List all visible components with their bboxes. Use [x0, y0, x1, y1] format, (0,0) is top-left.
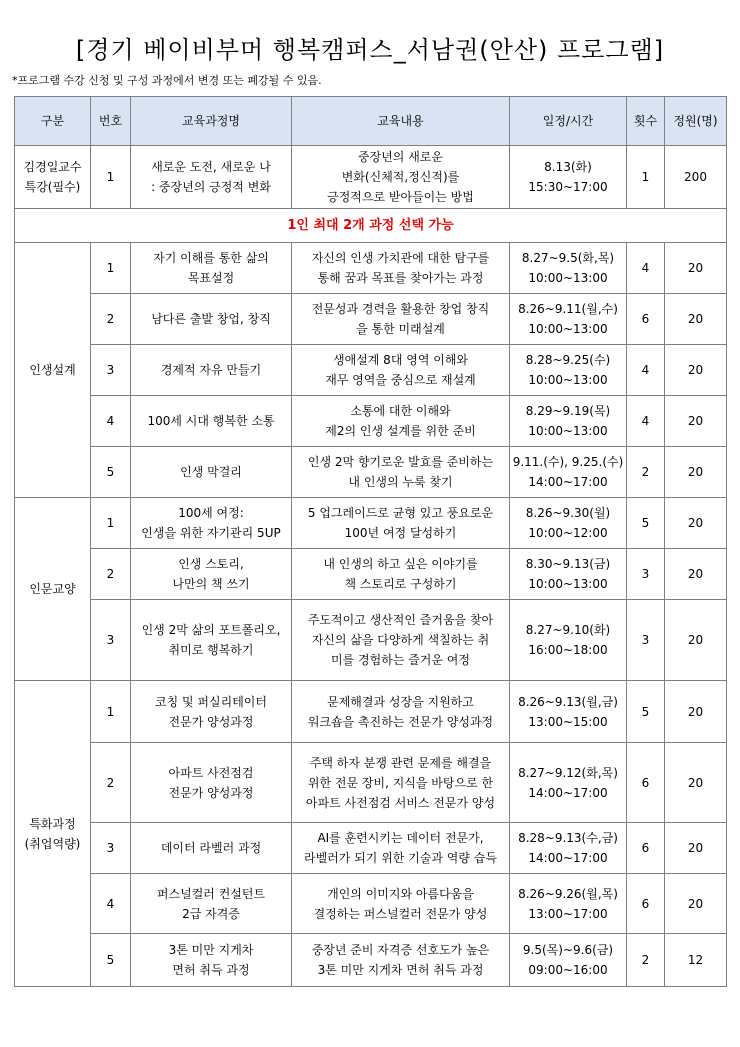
number-cell-text: 2 — [106, 775, 115, 790]
category-cell — [15, 146, 91, 209]
capacity-cell — [665, 681, 727, 743]
schedule-cell-text: 8.30~9.13(금) — [525, 557, 611, 571]
schedule-cell-text: 8.27~9.5(화,목) — [521, 251, 615, 265]
content-cell-text: 중장년의 새로운 — [358, 150, 443, 164]
capacity-cell — [665, 600, 727, 681]
course-name-cell-text: 취미로 행복하기 — [168, 643, 254, 657]
capacity-cell-text: 20 — [687, 896, 704, 911]
course-name-cell-text: 데이터 라벨러 과정 — [160, 841, 262, 855]
content-cell — [292, 823, 510, 874]
content-cell-text: 개인의 이미지와 아름다움을 — [327, 886, 474, 901]
table-row — [15, 600, 727, 681]
count-cell — [627, 447, 665, 498]
schedule-cell-text: 15:30~17:00 — [528, 180, 608, 194]
content-cell — [292, 549, 510, 600]
schedule-cell-text: 10:00~13:00 — [528, 271, 608, 285]
content-cell — [292, 934, 510, 987]
category-cell — [15, 681, 91, 987]
capacity-cell — [665, 934, 727, 987]
schedule-cell — [510, 243, 627, 294]
content-cell-text: 라벨러가 되기 위한 기술과 역량 습득 — [304, 851, 497, 865]
header-category: 구분 — [15, 97, 91, 146]
table-row — [15, 447, 727, 498]
number-cell — [91, 549, 131, 600]
category-cell-text: (취업역량) — [24, 836, 81, 851]
category-cell-text: 인문교양 — [29, 582, 76, 596]
course-name-cell — [131, 874, 292, 934]
content-cell — [292, 600, 510, 681]
count-cell — [627, 146, 665, 209]
capacity-cell — [665, 294, 727, 345]
course-name-cell — [131, 498, 292, 549]
count-cell — [627, 498, 665, 549]
schedule-cell — [510, 345, 627, 396]
schedule-cell-text: 10:00~13:00 — [528, 577, 608, 591]
number-cell-text: 1 — [106, 704, 115, 719]
schedule-cell-text: 16:00~18:00 — [528, 643, 608, 657]
content-cell-text: 주택 하자 분쟁 관련 문제를 해결을 — [309, 755, 492, 770]
category-cell-text: 특강(필수) — [24, 180, 81, 194]
count-cell-text: 5 — [641, 516, 650, 530]
course-name-cell — [131, 743, 292, 823]
table-row — [15, 243, 727, 294]
number-cell — [91, 743, 131, 823]
header-content: 교육내용 — [292, 97, 510, 146]
count-cell-text: 1 — [641, 170, 650, 184]
number-cell-text: 1 — [106, 516, 115, 530]
count-cell — [627, 681, 665, 743]
category-cell-text: 특화과정 — [29, 816, 76, 831]
schedule-cell — [510, 294, 627, 345]
count-cell-text: 6 — [641, 841, 650, 855]
schedule-cell-text: 8.29~9.19(목) — [525, 404, 611, 418]
capacity-cell — [665, 743, 727, 823]
capacity-cell — [665, 874, 727, 934]
content-cell-text: 내 인생의 하고 싶은 이야기를 — [323, 557, 478, 571]
number-cell-text: 3 — [106, 633, 115, 647]
count-cell-text: 6 — [641, 312, 650, 326]
count-cell-text: 4 — [641, 414, 650, 428]
schedule-cell-text: 10:00~12:00 — [528, 526, 608, 540]
content-cell-text: 재무 영역을 중심으로 재설계 — [325, 373, 476, 387]
schedule-cell-text: 09:00~16:00 — [528, 963, 608, 977]
table-row — [15, 146, 727, 209]
capacity-cell-text: 20 — [687, 567, 704, 581]
table-row — [15, 874, 727, 934]
count-cell-text: 6 — [641, 775, 650, 790]
course-name-cell-text: 경제적 자유 만들기 — [160, 363, 262, 377]
content-cell — [292, 498, 510, 549]
schedule-cell-text: 14:00~17:00 — [528, 851, 608, 865]
category-cell-text: 인생설계 — [29, 363, 76, 377]
capacity-cell-text: 20 — [687, 261, 704, 275]
content-cell-text: 제2의 인생 설계를 위한 준비 — [325, 424, 476, 438]
content-cell — [292, 146, 510, 209]
course-name-cell — [131, 823, 292, 874]
count-cell-text: 6 — [641, 896, 650, 911]
content-cell-text: 결정하는 퍼스널컬러 전문가 양성 — [313, 906, 488, 921]
content-cell-text: 전문성과 경력을 활용한 창업 창직 — [311, 302, 490, 316]
course-name-cell — [131, 294, 292, 345]
schedule-cell — [510, 874, 627, 934]
capacity-cell — [665, 447, 727, 498]
number-cell-text: 2 — [106, 312, 115, 326]
course-name-cell-text: 2급 자격증 — [182, 906, 240, 921]
content-cell — [292, 345, 510, 396]
header-schedule: 일정/시간 — [510, 97, 627, 146]
schedule-cell-text: 10:00~13:00 — [528, 322, 608, 336]
course-name-cell-text: 퍼스널컬러 컨설턴트 — [156, 886, 266, 901]
header-capacity: 정원(명) — [665, 97, 727, 146]
capacity-cell-text: 20 — [687, 841, 704, 855]
program-table — [14, 96, 727, 987]
content-cell-text: 문제해결과 성장을 지원하고 — [327, 694, 474, 709]
content-cell-text: 위한 전문 장비, 지식을 바탕으로 한 — [307, 775, 494, 790]
course-name-cell — [131, 600, 292, 681]
course-name-cell-text: 자기 이해를 통한 삶의 — [153, 251, 269, 265]
schedule-cell-text: 8.26~9.30(월) — [525, 506, 611, 520]
content-cell-text: 미를 경험하는 즐거운 여정 — [331, 653, 470, 667]
content-cell-text: 주도적이고 생산적인 즐거움을 찾아 — [307, 613, 494, 627]
course-name-cell-text: 3톤 미만 지게차 — [168, 943, 254, 957]
course-name-cell — [131, 345, 292, 396]
number-cell-text: 1 — [106, 170, 115, 184]
count-cell-text: 3 — [641, 567, 650, 581]
content-cell-text: 자신의 삶을 다양하게 색칠하는 취 — [311, 633, 490, 647]
table-row — [15, 934, 727, 987]
schedule-cell-text: 8.28~9.13(수,금) — [518, 831, 618, 845]
count-cell-text: 2 — [641, 953, 650, 967]
capacity-cell — [665, 396, 727, 447]
number-cell — [91, 396, 131, 447]
count-cell — [627, 345, 665, 396]
number-cell — [91, 874, 131, 934]
schedule-cell-text: 13:00~17:00 — [528, 906, 608, 921]
count-cell-text: 5 — [641, 704, 650, 719]
content-cell-text: 5 업그레이드로 균형 있고 풍요로운 — [307, 506, 494, 520]
selection-limit-notice: 1인 최대 2개 과정 선택 가능 — [15, 209, 727, 243]
course-name-cell-text: 목표설정 — [187, 271, 235, 285]
number-cell-text: 1 — [106, 261, 115, 275]
capacity-cell-text: 12 — [687, 953, 704, 967]
capacity-cell — [665, 243, 727, 294]
number-cell-text: 2 — [106, 567, 115, 581]
number-cell — [91, 294, 131, 345]
capacity-cell — [665, 549, 727, 600]
number-cell-text: 5 — [106, 953, 115, 967]
content-cell-text: 인생 2막 향기로운 발효를 준비하는 — [307, 455, 494, 469]
number-cell — [91, 934, 131, 987]
course-name-cell-text: 인생을 위한 자기관리 5UP — [141, 526, 281, 540]
content-cell-text: 워크숍을 촉진하는 전문가 양성과정 — [307, 714, 494, 729]
course-name-cell-text: 100세 여정: — [178, 506, 244, 520]
count-cell — [627, 396, 665, 447]
course-name-cell — [131, 396, 292, 447]
table-row — [15, 345, 727, 396]
course-name-cell — [131, 681, 292, 743]
schedule-cell-text: 8.28~9.25(수) — [525, 353, 611, 367]
course-name-cell-text: 전문가 양성과정 — [168, 785, 254, 800]
header-number: 번호 — [91, 97, 131, 146]
course-name-cell-text: 인생 2막 삶의 포트폴리오, — [141, 623, 281, 637]
header-count: 횟수 — [627, 97, 665, 146]
content-cell — [292, 243, 510, 294]
content-cell-text: 변화(신체적,정신적)를 — [341, 170, 460, 184]
count-cell — [627, 874, 665, 934]
capacity-cell — [665, 146, 727, 209]
count-cell — [627, 294, 665, 345]
content-cell-text: 아파트 사전점검 서비스 전문가 양성 — [305, 795, 496, 810]
course-name-cell-text: 인생 스토리, — [178, 557, 244, 571]
capacity-cell-text: 20 — [687, 516, 704, 530]
capacity-cell-text: 20 — [687, 414, 704, 428]
number-cell-text: 3 — [106, 363, 115, 377]
content-cell-text: 을 통한 미래설계 — [356, 322, 445, 336]
schedule-cell — [510, 549, 627, 600]
category-cell-text: 김경일교수 — [23, 160, 82, 174]
content-cell-text: 책 스토리로 구성하기 — [344, 577, 457, 591]
number-cell-text: 5 — [106, 465, 115, 479]
number-cell — [91, 681, 131, 743]
course-name-cell — [131, 243, 292, 294]
course-name-cell-text: 전문가 양성과정 — [168, 714, 254, 729]
number-cell — [91, 243, 131, 294]
content-cell-text: 긍정적으로 받아들이는 방법 — [327, 190, 474, 204]
schedule-cell — [510, 498, 627, 549]
table-row — [15, 498, 727, 549]
course-name-cell-text: 면허 취득 과정 — [172, 963, 250, 977]
count-cell-text: 3 — [641, 633, 650, 647]
schedule-cell-text: 8.27~9.12(화,목) — [518, 765, 618, 780]
course-name-cell-text: 나만의 책 쓰기 — [172, 577, 250, 591]
notice-row — [15, 209, 727, 243]
schedule-cell-text: 10:00~13:00 — [528, 373, 608, 387]
table-row — [15, 681, 727, 743]
course-name-cell-text: 100세 시대 행복한 소통 — [147, 414, 275, 428]
content-cell — [292, 743, 510, 823]
content-cell-text: AI를 훈련시키는 데이터 전문가, — [317, 831, 484, 845]
number-cell-text: 4 — [106, 414, 115, 428]
count-cell — [627, 823, 665, 874]
schedule-cell — [510, 447, 627, 498]
course-name-cell — [131, 447, 292, 498]
count-cell-text: 2 — [641, 465, 650, 479]
content-cell-text: 자신의 인생 가치관에 대한 탐구를 — [311, 251, 490, 265]
course-name-cell — [131, 146, 292, 209]
schedule-cell — [510, 146, 627, 209]
content-cell — [292, 681, 510, 743]
change-notice: *프로그램 수강 신청 및 구성 과정에서 변경 또는 폐강될 수 있음. — [12, 74, 322, 87]
table-row — [15, 823, 727, 874]
content-cell-text: 생애설계 8대 영역 이해와 — [333, 353, 468, 367]
count-cell — [627, 549, 665, 600]
schedule-cell-text: 8.27~9.10(화) — [525, 623, 611, 637]
number-cell — [91, 447, 131, 498]
schedule-cell — [510, 396, 627, 447]
content-cell-text: 100년 여정 달성하기 — [344, 526, 457, 540]
schedule-cell — [510, 743, 627, 823]
schedule-cell-text: 13:00~15:00 — [528, 714, 608, 729]
count-cell-text: 4 — [641, 363, 650, 377]
content-cell — [292, 396, 510, 447]
course-name-cell — [131, 934, 292, 987]
table-row — [15, 743, 727, 823]
course-name-cell-text: 아파트 사전점검 — [168, 765, 254, 780]
number-cell — [91, 823, 131, 874]
course-name-cell-text: 남다른 출발 창업, 창직 — [151, 312, 271, 326]
table-header-row — [15, 97, 727, 146]
schedule-cell — [510, 823, 627, 874]
table-row — [15, 396, 727, 447]
schedule-cell-text: 8.26~9.11(월,수) — [518, 302, 618, 316]
capacity-cell — [665, 498, 727, 549]
number-cell-text: 3 — [106, 841, 115, 855]
schedule-cell-text: 14:00~17:00 — [528, 785, 608, 800]
course-name-cell-text: 코칭 및 퍼실리테이터 — [155, 694, 267, 709]
schedule-cell-text: 10:00~13:00 — [528, 424, 608, 438]
schedule-cell-text: 14:00~17:00 — [528, 475, 608, 489]
table-row — [15, 294, 727, 345]
schedule-cell-text: 9.5(목)~9.6(금) — [522, 943, 614, 957]
category-cell — [15, 498, 91, 681]
content-cell — [292, 294, 510, 345]
course-name-cell-text: : 중장년의 긍정적 변화 — [151, 180, 271, 194]
count-cell — [627, 743, 665, 823]
category-cell — [15, 243, 91, 498]
capacity-cell — [665, 823, 727, 874]
schedule-cell-text: 8.13(화) — [544, 160, 592, 174]
number-cell — [91, 600, 131, 681]
course-name-cell-text: 새로운 도전, 새로운 나 — [151, 160, 271, 174]
number-cell — [91, 146, 131, 209]
schedule-cell — [510, 934, 627, 987]
schedule-cell-text: 9.11.(수), 9.25.(수) — [512, 455, 624, 469]
capacity-cell-text: 200 — [684, 170, 707, 184]
content-cell-text: 통해 꿈과 목표를 찾아가는 과정 — [317, 271, 484, 285]
capacity-cell-text: 20 — [687, 775, 704, 790]
schedule-cell-text: 8.26~9.26(월,목) — [518, 886, 618, 901]
course-name-cell — [131, 549, 292, 600]
schedule-cell — [510, 600, 627, 681]
count-cell — [627, 934, 665, 987]
header-course-name: 교육과정명 — [131, 97, 292, 146]
count-cell — [627, 243, 665, 294]
content-cell — [292, 874, 510, 934]
schedule-cell — [510, 681, 627, 743]
course-name-cell-text: 인생 막걸리 — [180, 465, 242, 479]
table-row — [15, 549, 727, 600]
content-cell-text: 내 인생의 누룩 찾기 — [348, 475, 453, 489]
capacity-cell — [665, 345, 727, 396]
content-cell — [292, 447, 510, 498]
page-title: [경기 베이비부머 행복캠퍼스_서남권(안산) 프로그램] — [75, 36, 665, 64]
number-cell-text: 4 — [106, 896, 115, 911]
capacity-cell-text: 20 — [687, 633, 704, 647]
table-body — [15, 146, 727, 987]
number-cell — [91, 498, 131, 549]
count-cell — [627, 600, 665, 681]
count-cell-text: 4 — [641, 261, 650, 275]
content-cell-text: 소통에 대한 이해와 — [350, 404, 451, 418]
capacity-cell-text: 20 — [687, 363, 704, 377]
content-cell-text: 3톤 미만 지게차 면허 취득 과정 — [317, 963, 484, 977]
capacity-cell-text: 20 — [687, 312, 704, 326]
capacity-cell-text: 20 — [687, 704, 704, 719]
number-cell — [91, 345, 131, 396]
capacity-cell-text: 20 — [687, 465, 704, 479]
content-cell-text: 중장년 준비 자격증 선호도가 높은 — [311, 943, 490, 957]
schedule-cell-text: 8.26~9.13(월,금) — [518, 694, 618, 709]
